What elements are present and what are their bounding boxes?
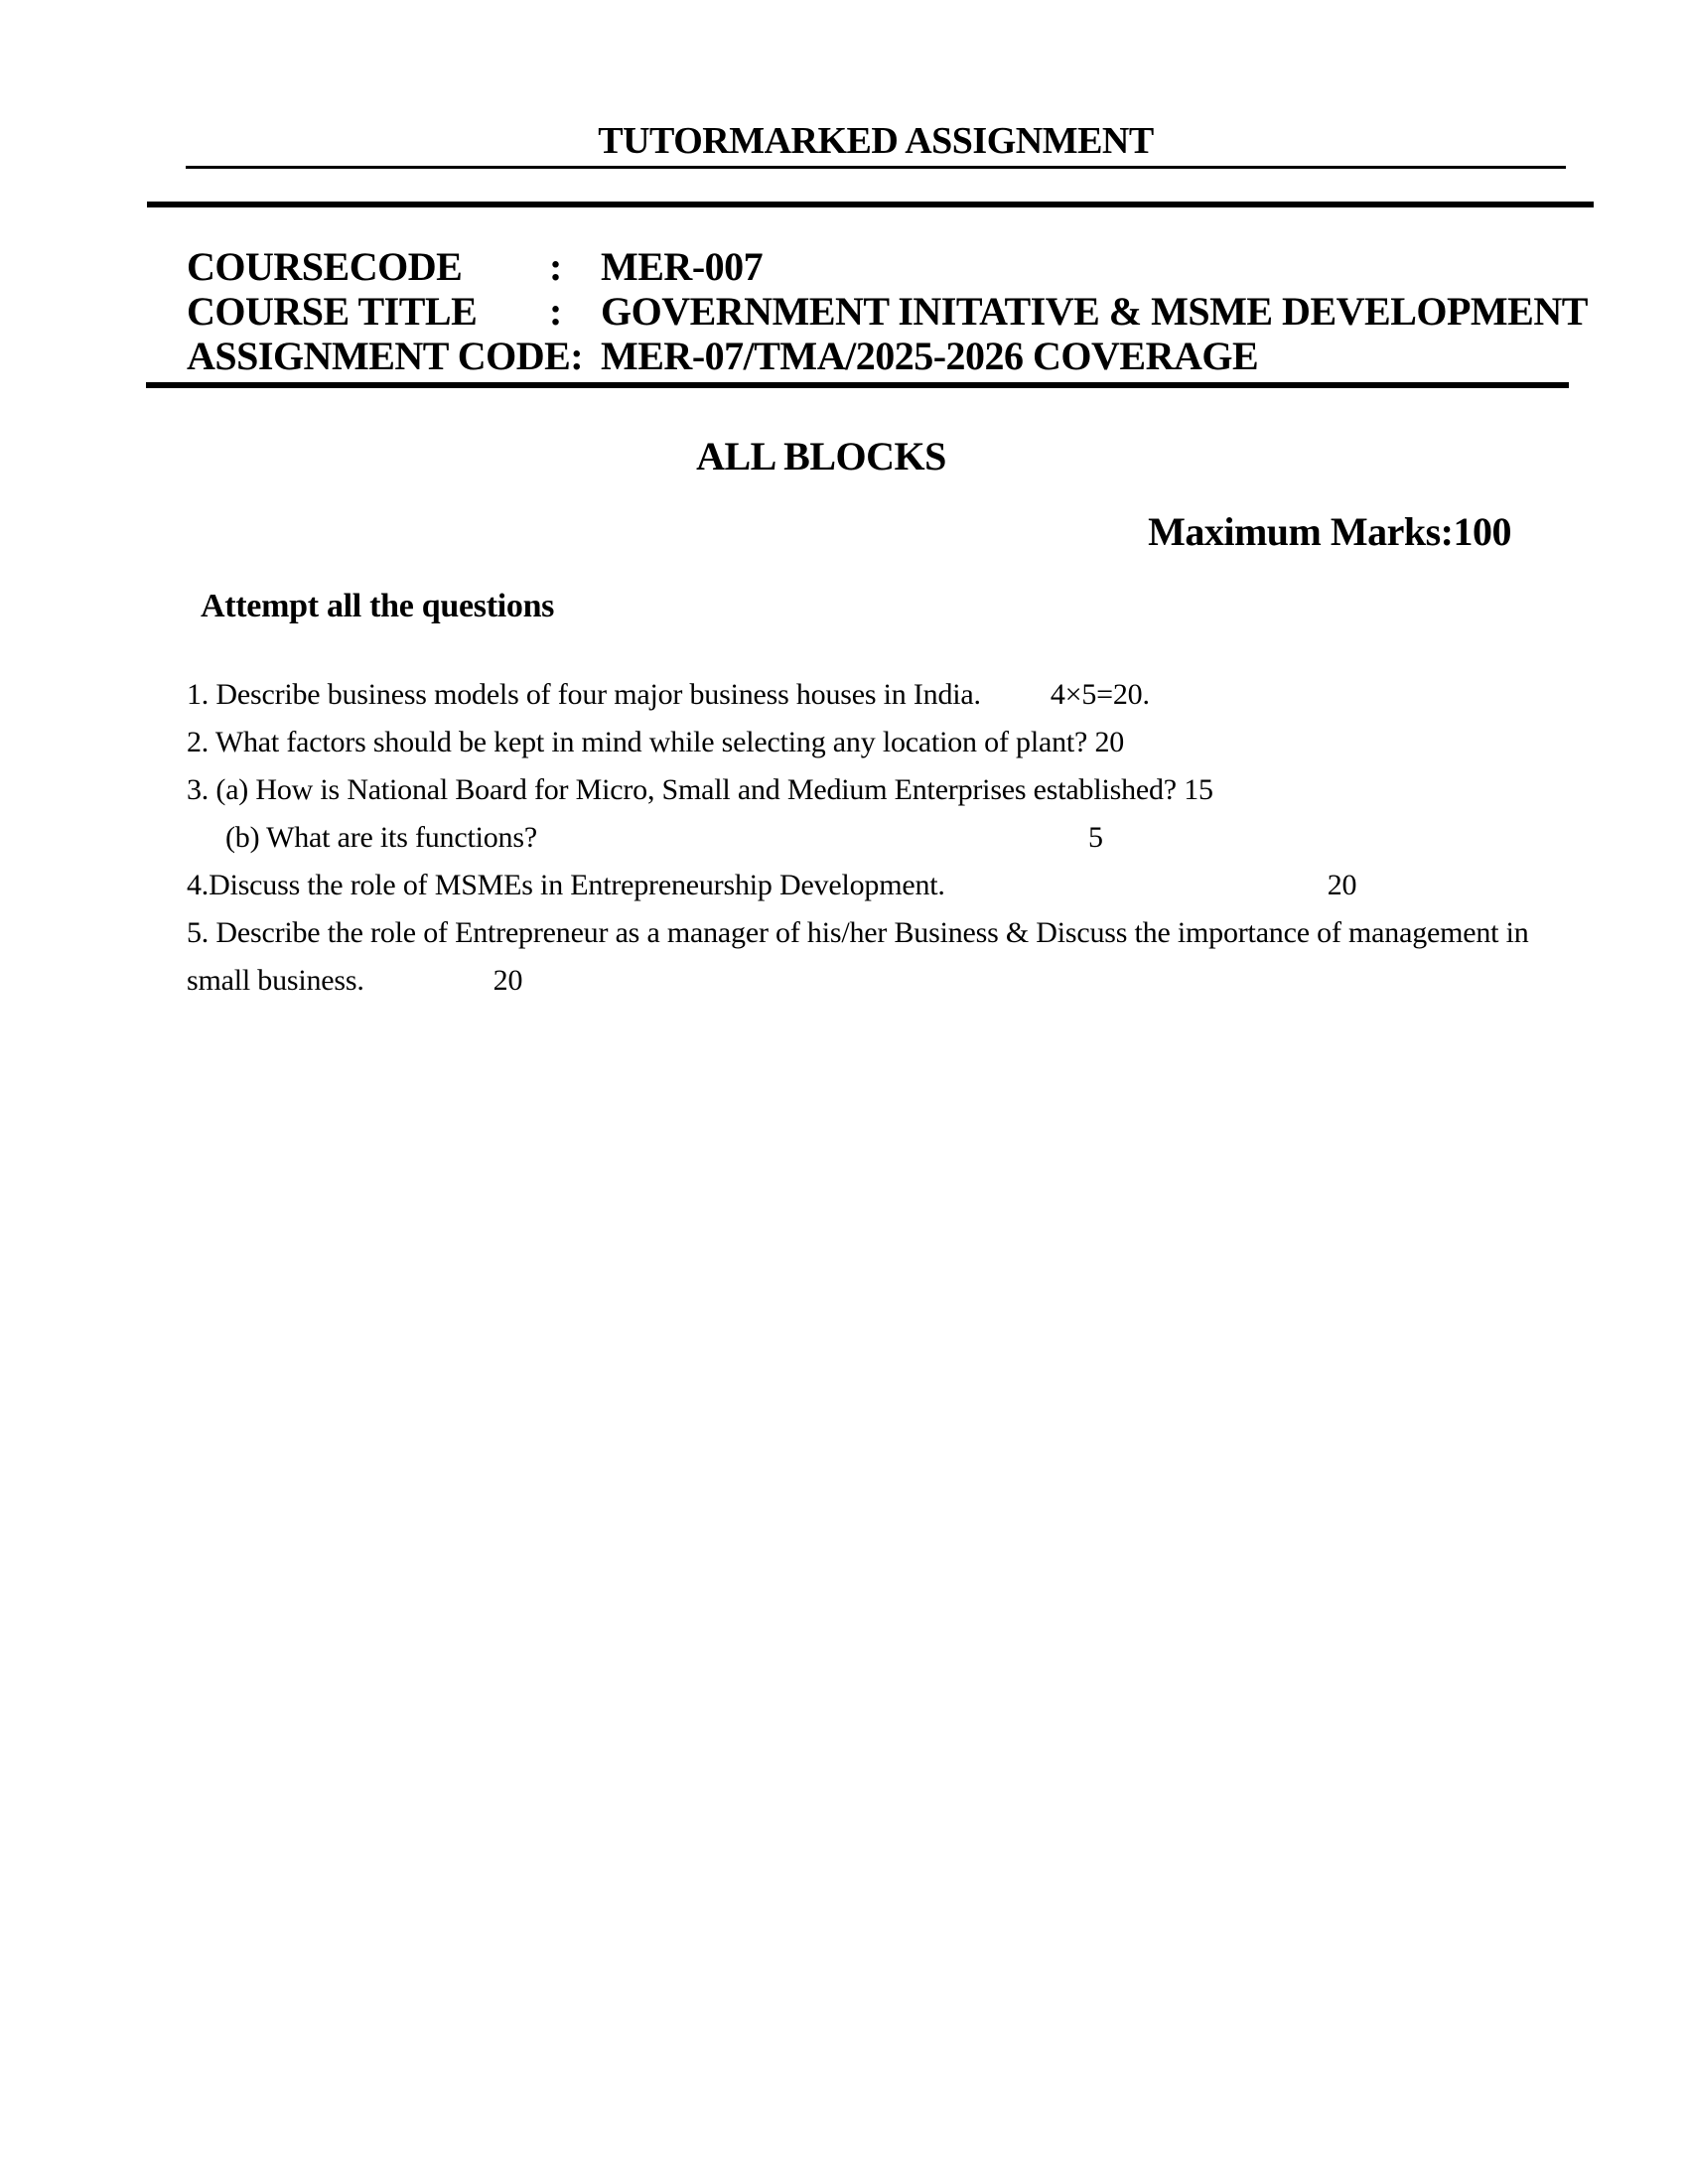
course-info-block: [187, 244, 1636, 378]
assignment-code-value: MER-07/TMA/2025-2026 COVERAGE: [601, 334, 1259, 378]
question-text: 3. (a) How is National Board for Micro, Small and Medium Enterprises established? 15: [187, 773, 1213, 806]
assignment-code-label: ASSIGNMENT CODE:: [187, 334, 584, 378]
course-code-value: MER-007: [601, 244, 764, 289]
question-marks: 20: [1327, 869, 1357, 901]
title-underline: [186, 166, 1566, 169]
question-text: 5. Describe the role of Entrepreneur as a manager of his/her Business & Discuss the importance of management in: [187, 916, 1529, 949]
question-line-3: [187, 766, 1597, 814]
course-title-colon: :: [549, 289, 562, 334]
question-line-5: [187, 909, 1597, 957]
question-list: [187, 671, 1597, 1005]
course-code-colon: :: [549, 244, 562, 289]
course-title-row: [187, 289, 1636, 334]
question-marks: 4×5=20.: [1050, 678, 1150, 711]
question-text: 2. What factors should be kept in mind while selecting any location of plant? 20: [187, 726, 1125, 758]
course-code-row: [187, 244, 1636, 289]
course-title-value: GOVERNMENT INITATIVE & MSME DEVELOPMENT: [601, 289, 1588, 334]
question-line-4: [187, 862, 1597, 909]
top-divider-rule: [147, 202, 1594, 207]
course-code-label: COURSECODE: [187, 244, 463, 289]
maximum-marks: Maximum Marks:100: [1148, 509, 1511, 554]
question-line-3b: [187, 814, 1597, 862]
question-line-1: [187, 671, 1597, 719]
assignment-code-row: [187, 334, 1636, 378]
question-text: 4.Discuss the role of MSMEs in Entrepreneurship Development.: [187, 869, 945, 901]
document-title: TUTORMARKED ASSIGNMENT: [598, 120, 1154, 162]
bottom-divider-rule: [146, 382, 1569, 388]
question-text: (b) What are its functions?: [225, 821, 537, 854]
question-text: 1. Describe business models of four major business houses in India.: [187, 678, 981, 711]
instruction-heading: Attempt all the questions: [201, 588, 555, 624]
question-marks: 20: [492, 964, 523, 997]
course-title-label: COURSE TITLE: [187, 289, 478, 334]
section-heading: ALL BLOCKS: [696, 434, 946, 478]
question-marks: 5: [1087, 821, 1103, 854]
question-line-2: [187, 719, 1597, 766]
question-text: small business.: [187, 964, 364, 997]
question-line-5-continued: [187, 957, 1597, 1005]
